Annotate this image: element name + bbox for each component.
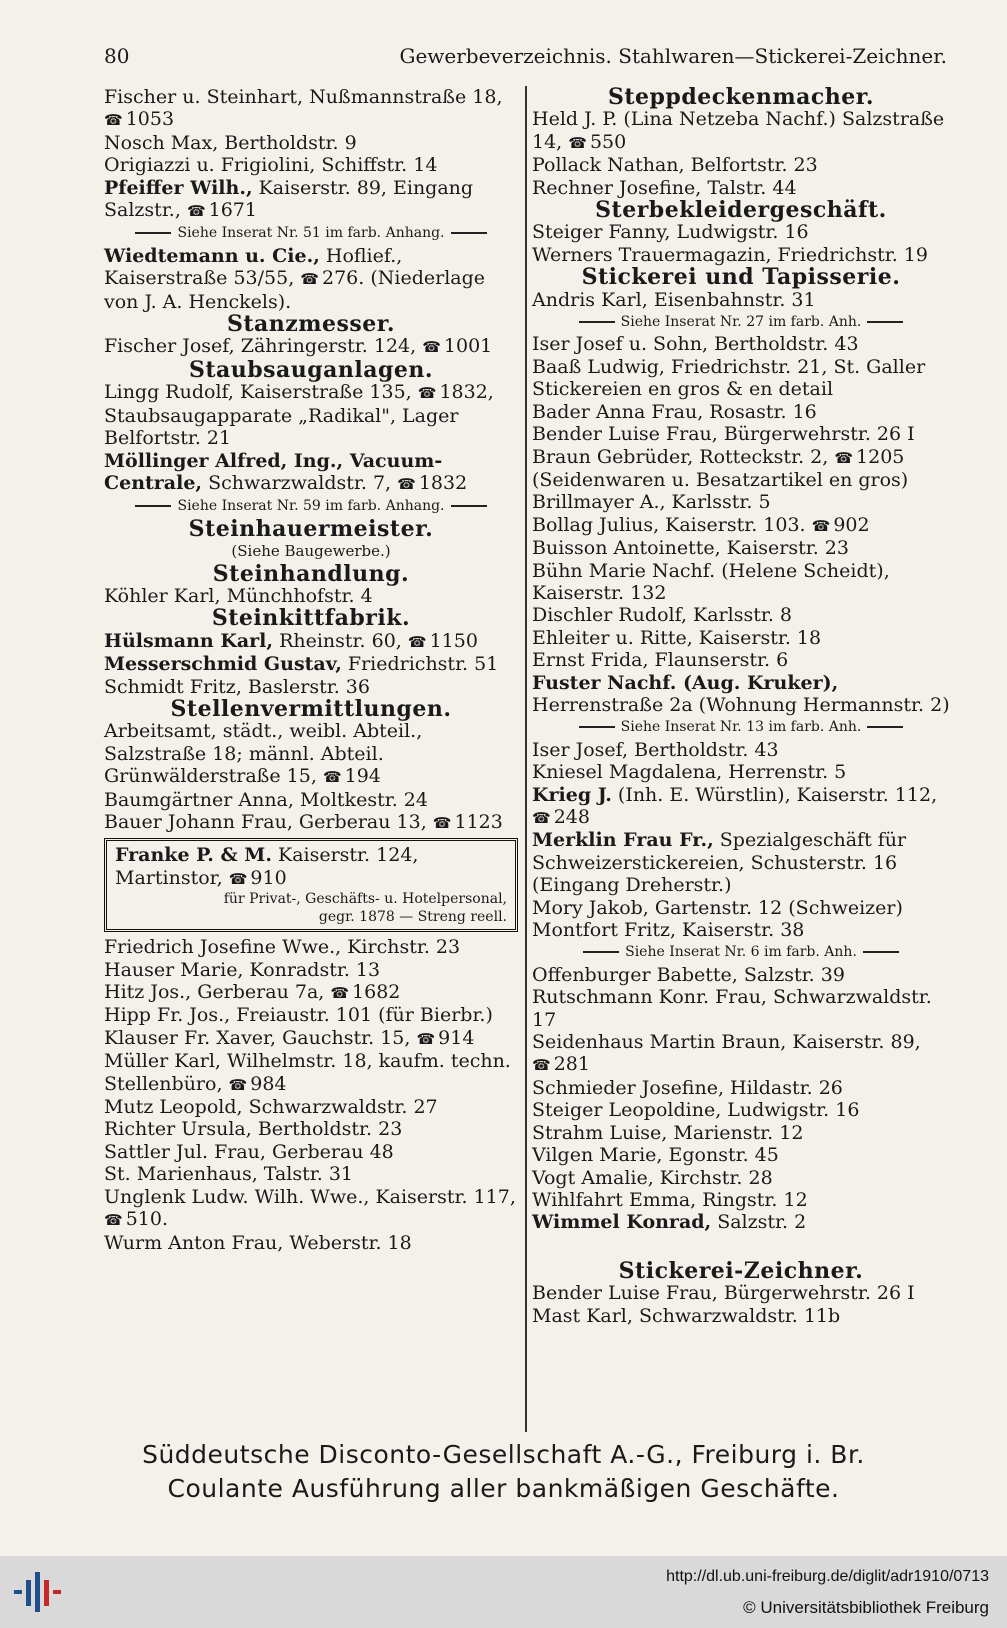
list-item: Iser Josef u. Sohn, Bertholdstr. 43 [532,333,859,356]
ad-firm-name: Franke P. & M. [115,844,272,867]
section-heading: Steinhauermeister. [188,515,434,542]
list-item: Fuster Nachf. (Aug. Kruker), Herrenstraße 2a (Wohnung Hermannstr. 2) [532,671,950,716]
list-item: Rutschmann Konr. Frau, Schwarzwaldstr. 17 [532,986,932,1031]
list-item: Baumgärtner Anna, Moltkestr. 24 [104,788,428,811]
section-heading: Stellenvermittlungen. [170,695,452,722]
ad-note: für Privat-, Geschäfts- u. Hotelpersonal, [223,891,507,908]
list-item: Mory Jakob, Gartenstr. 12 (Schweizer) [532,896,903,919]
telephone-icon: ☎ [532,809,550,827]
list-item: Schmidt Fritz, Baslerstr. 36 [104,675,370,698]
list-item: Steiger Fanny, Ludwigstr. 16 [532,221,809,244]
section-heading: Steinkittfabrik. [211,605,411,632]
ub-freiburg-logo-icon [14,1570,62,1614]
list-item: Messerschmid Gustav, Friedrichstr. 51 [104,653,499,676]
list-item: Sattler Jul. Frau, Gerberau 48 [104,1140,394,1163]
list-item: Strahm Luise, Marienstr. 12 [532,1121,804,1144]
telephone-icon: ☎ [416,1029,435,1048]
section-heading: Sterbekleidergeschäft. [595,197,887,224]
inserat-note: Siehe Inserat Nr. 6 im farb. Anh. [532,941,950,963]
list-item: Müller Karl, Wilhelmstr. 18, kaufm. techn. Stellenbüro, ☎ 984 [104,1050,511,1095]
list-item: Schmieder Josefine, Hildastr. 26 [532,1076,843,1099]
telephone-icon: ☎ [228,869,247,888]
list-item: Fischer Josef, Zähringerstr. 124, ☎ 1001 [104,335,493,358]
list-item: Mast Karl, Schwarzwaldstr. 11b [532,1304,841,1327]
page-header [104,44,947,74]
list-item: Nosch Max, Bertholdstr. 9 [104,131,357,154]
list-item: Pfeiffer Wilh., Kaiserstr. 89, Eingang Salzstr., ☎ 1671 [104,176,474,222]
list-item: Andris Karl, Eisenbahnstr. 31 [532,288,816,311]
list-item: Möllinger Alfred, Ing., Vacuum-Centrale, Schwarzwaldstr. 7, ☎ 1832 [104,449,468,494]
list-item: Brillmayer A., Karlsstr. 5 [532,491,771,514]
list-item: Bader Anna Frau, Rosastr. 16 [532,400,817,423]
column-divider [525,86,527,1432]
list-item: Werners Trauermagazin, Friedrichstr. 19 [532,243,928,266]
bank-advertisement [0,1438,1007,1506]
list-item: Wiedtemann u. Cie., Hoflief., Kaiserstraße 53/55, ☎ 276. (Niederlage von J. A. Henckels). [104,244,486,313]
list-item: Hülsmann Karl, Rheinstr. 60, ☎ 1150 [104,629,478,652]
section-heading: Steppdeckenmacher. [608,84,874,110]
footer-line: Süddeutsche Disconto-Gesellschaft A.-G., Freiburg i. Br. [142,1440,865,1469]
telephone-icon: ☎ [104,1211,122,1230]
section-heading: Stickerei und Tapisserie. [581,264,901,291]
telephone-icon: ☎ [330,984,349,1003]
section-heading: Steinhandlung. [212,560,410,587]
list-item: Origiazzi u. Frigiolini, Schiffstr. 14 [104,154,438,177]
list-item: St. Marienhaus, Talstr. 31 [104,1163,354,1186]
list-item: Steiger Leopoldine, Ludwigstr. 16 [532,1099,860,1122]
left-column [104,86,518,1254]
inserat-note: Siehe Inserat Nr. 13 im farb. Anh. [532,716,950,738]
list-item: Vogt Amalie, Kirchstr. 28 [532,1166,773,1189]
list-item: Fischer u. Steinhart, Nußmannstraße 18, ☎ 1053 [104,86,503,131]
list-item: Merklin Frau Fr., Spezialgeschäft für Schweizerstickereien, Schusterstr. 16 (Eingang Dreherstr.) [532,829,907,897]
list-item: Lingg Rudolf, Kaiserstraße 135, ☎ 1832, Staubsaugapparate „Radikal", Lager Belfortstr. 21 [104,381,494,450]
list-item: Offenburger Babette, Salzstr. 39 [532,963,845,986]
telephone-icon: ☎ [104,111,122,130]
telephone-icon: ☎ [422,338,440,357]
list-item: Baaß Ludwig, Friedrichstr. 21, St. Galler Stickereien en gros & en detail [532,355,926,401]
list-item: Dischler Rudolf, Karlsstr. 8 [532,604,793,627]
list-item: Krieg J. (Inh. E. Würstlin), Kaiserstr. 112, ☎ 248 [532,783,938,828]
list-item: Buisson Antoinette, Kaiserstr. 23 [532,537,849,560]
list-item: Mutz Leopold, Schwarzwaldstr. 27 [104,1096,438,1119]
page-title: Gewerbeverzeichnis. Stahlwaren—Stickerei-Zeichner. [399,44,947,68]
telephone-icon: ☎ [568,133,586,152]
telephone-icon: ☎ [811,516,830,535]
list-item: Friedrich Josefine Wwe., Kirchstr. 23 [104,936,461,959]
list-item: Wihlfahrt Emma, Ringstr. 12 [532,1188,808,1211]
telephone-icon: ☎ [300,270,318,289]
section-heading: Stanzmesser. [226,311,396,338]
ad-note: gegr. 1878 — Streng reell. [318,909,507,926]
list-item: Montfort Fritz, Kaiserstr. 38 [532,919,805,942]
list-item: Hipp Fr. Jos., Freiaustr. 101 (für Bierbr.) [104,1004,493,1027]
telephone-icon: ☎ [834,448,853,467]
permalink-url[interactable]: http://dl.ub.uni-freiburg.de/diglit/adr1910/0713 [666,1568,989,1585]
section-subnote: (Siehe Baugewerbe.) [231,542,391,561]
list-item: Wimmel Konrad, Salzstr. 2 [532,1211,807,1234]
page-number: 80 [104,44,130,68]
list-item: Bühn Marie Nachf. (Helene Scheidt), Kaiserstr. 132 [532,559,890,604]
list-item: Bauer Johann Frau, Gerberau 13, ☎ 1123 [104,811,503,833]
footer-line: Coulante Ausführung aller bankmäßigen Geschäfte. [167,1474,840,1503]
inserat-note: Siehe Inserat Nr. 51 im farb. Anhang. [104,222,518,244]
library-footer-bar [0,1556,1007,1628]
list-item: Pollack Nathan, Belfortstr. 23 [532,154,818,177]
list-item: Bollag Julius, Kaiserstr. 103. ☎ 902 [532,513,870,536]
list-item: Hitz Jos., Gerberau 7a, ☎ 1682 [104,981,401,1004]
list-item: Wurm Anton Frau, Weberstr. 18 [104,1231,412,1254]
list-item: Kniesel Magdalena, Herrenstr. 5 [532,761,847,784]
telephone-icon: ☎ [407,632,426,651]
list-item: Vilgen Marie, Egonstr. 45 [532,1144,779,1167]
section-heading: Staubsauganlagen. [188,356,434,383]
telephone-icon: ☎ [432,814,451,832]
inserat-note: Siehe Inserat Nr. 27 im farb. Anh. [532,311,950,333]
telephone-icon: ☎ [532,1056,550,1075]
telephone-icon: ☎ [228,1075,247,1094]
list-item: Ernst Frida, Flaunserstr. 6 [532,649,789,672]
list-item: Richter Ursula, Bertholdstr. 23 [104,1118,403,1141]
list-item: Bender Luise Frau, Bürgerwehrstr. 26 I [532,423,915,446]
inserat-note: Siehe Inserat Nr. 59 im farb. Anhang. [104,495,518,517]
list-item: Braun Gebrüder, Rotteckstr. 2, ☎ 1205 (Seidenwaren u. Besatzartikel en gros) [532,445,909,491]
list-item: Bender Luise Frau, Bürgerwehrstr. 26 I [532,1282,915,1305]
section-heading: Stickerei-Zeichner. [618,1257,864,1284]
list-item: Seidenhaus Martin Braun, Kaiserstr. 89, ☎ 281 [532,1031,921,1076]
list-item: Held J. P. (Lina Netzeba Nachf.) Salzstraße 14, ☎ 550 [532,108,945,153]
list-item: Rechner Josefine, Talstr. 44 [532,176,797,199]
list-item: Köhler Karl, Münchhofstr. 4 [104,584,373,607]
copyright-text: © Universitätsbibliothek Freiburg [743,1598,989,1617]
list-item: Ehleiter u. Ritte, Kaiserstr. 18 [532,626,822,649]
telephone-icon: ☎ [186,202,205,221]
list-item: Arbeitsamt, städt., weibl. Abteil., Salzstraße 18; männl. Abteil. Grünwälderstraße 15, ☎ 194 [104,720,423,788]
list-item: Klauser Fr. Xaver, Gauchstr. 15, ☎ 914 [104,1026,475,1049]
telephone-icon: ☎ [322,768,341,787]
telephone-icon: ☎ [417,384,436,403]
list-item: Unglenk Ludw. Wilh. Wwe., Kaiserstr. 117, ☎ 510. [104,1185,516,1231]
list-item: Iser Josef, Bertholdstr. 43 [532,738,779,761]
list-item: Hauser Marie, Konradstr. 13 [104,958,381,981]
right-column [532,86,950,1327]
advertisement-box: Franke P. & M. Kaiserstr. 124, Martinstor, ☎ 910 für Privat-, Geschäfts- u. Hotelpersonal, gegr. 1878 — Streng reell. [104,838,518,932]
telephone-icon: ☎ [397,474,415,493]
